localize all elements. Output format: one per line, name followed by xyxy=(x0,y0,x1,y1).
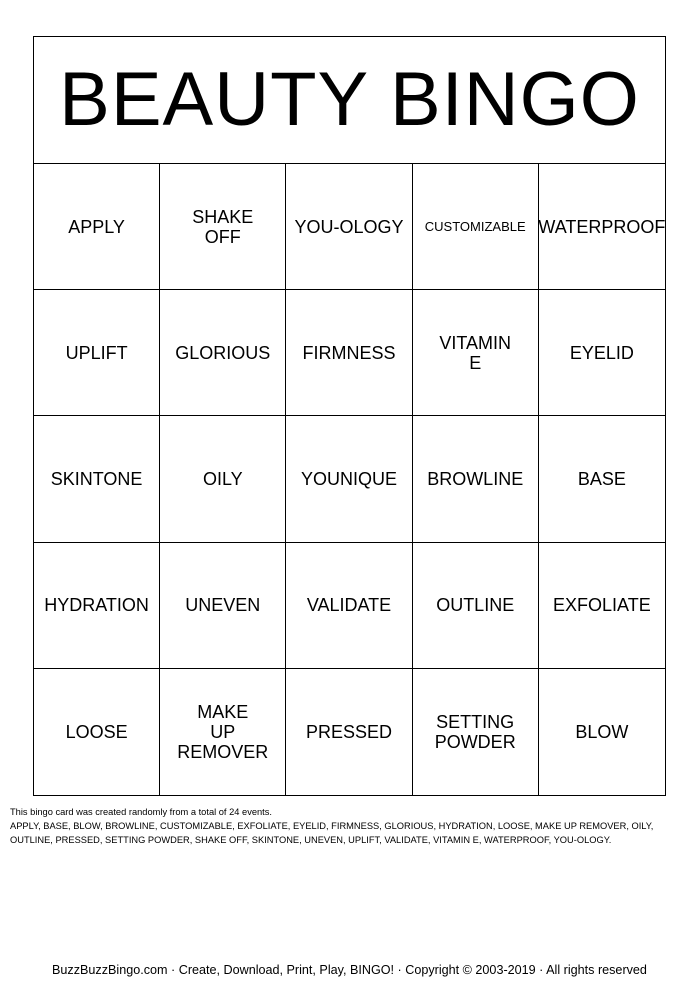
bingo-cell xyxy=(413,416,539,542)
bingo-cell-line: YOUNIQUE xyxy=(300,468,397,489)
bingo-cell-line: POWDER xyxy=(434,731,516,752)
bingo-cell xyxy=(34,543,160,669)
bingo-cell-line: CUSTOMIZABLE xyxy=(424,218,526,234)
bingo-cell-label xyxy=(575,722,628,742)
bingo-cell-label xyxy=(306,722,392,742)
events-summary: This bingo card was created randomly from a total of 24 events. xyxy=(10,807,272,817)
bingo-cell-line: VALIDATE xyxy=(306,595,392,616)
bingo-cell-line: HYDRATION xyxy=(44,595,149,616)
bingo-cell-line: UP xyxy=(210,721,236,742)
bingo-cell xyxy=(160,669,286,795)
bingo-cell-label xyxy=(439,333,511,373)
bingo-cell xyxy=(539,669,665,795)
bingo-cell-line: MAKE xyxy=(197,701,249,722)
bingo-cell-line: BASE xyxy=(577,468,626,489)
bingo-grid xyxy=(34,164,665,795)
bingo-cell-label xyxy=(553,595,651,615)
events-list-line-1: APPLY, BASE, BLOW, BROWLINE, CUSTOMIZABLE, EXFOLIATE, EYELID, FIRMNESS, GLORIOUS, HYDRATION, LOOSE, MAKE UP REMOVER, OILY, xyxy=(10,821,654,831)
bingo-cell-line: FIRMNESS xyxy=(302,342,396,363)
bingo-cell-line: REMOVER xyxy=(177,741,269,762)
bingo-cell-label xyxy=(44,595,149,615)
bingo-cell-label xyxy=(425,217,526,237)
bingo-cell-line: E xyxy=(469,352,482,373)
bingo-cell-label xyxy=(66,343,128,363)
bingo-cell-label xyxy=(578,469,626,489)
bingo-cell xyxy=(34,416,160,542)
bingo-cell-label xyxy=(302,343,395,363)
bingo-cell-line: PRESSED xyxy=(305,721,392,742)
bingo-cell-label xyxy=(307,595,391,615)
bingo-cell-line: WATERPROOF xyxy=(538,216,665,237)
bingo-cell-label xyxy=(66,722,128,742)
bingo-cell xyxy=(160,164,286,290)
card-title: BEAUTY BINGO xyxy=(34,37,665,164)
bingo-cell xyxy=(413,290,539,416)
bingo-cell xyxy=(286,164,412,290)
bingo-cell-label xyxy=(175,343,270,363)
bingo-cell-line: BLOW xyxy=(575,721,629,742)
bingo-cell xyxy=(286,669,412,795)
bingo-cell xyxy=(413,669,539,795)
bingo-cell-line: GLORIOUS xyxy=(175,342,271,363)
bingo-cell xyxy=(413,164,539,290)
bingo-cell xyxy=(160,290,286,416)
bingo-cell-line: UNEVEN xyxy=(185,595,261,616)
bingo-card xyxy=(33,36,666,796)
bingo-cell-label xyxy=(294,217,403,237)
bingo-cell xyxy=(34,290,160,416)
bingo-cell-line: SETTING xyxy=(436,711,515,732)
bingo-cell-label xyxy=(539,217,665,237)
bingo-cell xyxy=(34,164,160,290)
bingo-cell-label xyxy=(51,469,143,489)
bingo-cell-line: UPLIFT xyxy=(65,342,128,363)
bingo-cell xyxy=(160,416,286,542)
bingo-cell xyxy=(539,164,665,290)
bingo-cell-label xyxy=(301,469,397,489)
bingo-cell xyxy=(34,669,160,795)
bingo-cell-label xyxy=(570,343,634,363)
bingo-cell-line: OILY xyxy=(202,468,243,489)
bingo-cell-label xyxy=(177,702,268,762)
bingo-cell xyxy=(286,416,412,542)
bingo-cell xyxy=(160,543,286,669)
bingo-cell xyxy=(539,543,665,669)
bingo-cell-label xyxy=(435,712,516,752)
bingo-cell-line: OUTLINE xyxy=(436,595,515,616)
bingo-cell-label xyxy=(68,217,125,237)
events-list-line-2: OUTLINE, PRESSED, SETTING POWDER, SHAKE OFF, SKINTONE, UNEVEN, UPLIFT, VALIDATE, VITAMIN E, WATERPROOF, YOU-OLOGY. xyxy=(10,835,612,845)
bingo-cell-label xyxy=(436,595,514,615)
footer-copyright: BuzzBuzzBingo.com · Create, Download, Print, Play, BINGO! · Copyright © 2003-2019 · All rights reserved xyxy=(52,963,647,977)
bingo-cell-line: EXFOLIATE xyxy=(553,595,651,616)
bingo-cell-line: LOOSE xyxy=(65,721,128,742)
bingo-cell xyxy=(539,416,665,542)
bingo-cell xyxy=(539,290,665,416)
bingo-cell-label xyxy=(192,207,253,247)
bingo-cell xyxy=(286,290,412,416)
bingo-cell-label xyxy=(203,469,243,489)
bingo-cell-line: SHAKE xyxy=(192,206,254,227)
card-info xyxy=(10,805,690,847)
bingo-cell-line: YOU-OLOGY xyxy=(294,216,404,237)
bingo-cell xyxy=(413,543,539,669)
bingo-cell-line: BROWLINE xyxy=(427,468,524,489)
bingo-cell-line: APPLY xyxy=(68,216,125,237)
bingo-cell-line: OFF xyxy=(204,226,241,247)
bingo-cell xyxy=(286,543,412,669)
bingo-cell-line: VITAMIN xyxy=(439,332,512,353)
bingo-cell-line: SKINTONE xyxy=(50,468,143,489)
bingo-cell-label xyxy=(185,595,260,615)
bingo-cell-line: EYELID xyxy=(569,342,634,363)
bingo-cell-label xyxy=(427,469,523,489)
